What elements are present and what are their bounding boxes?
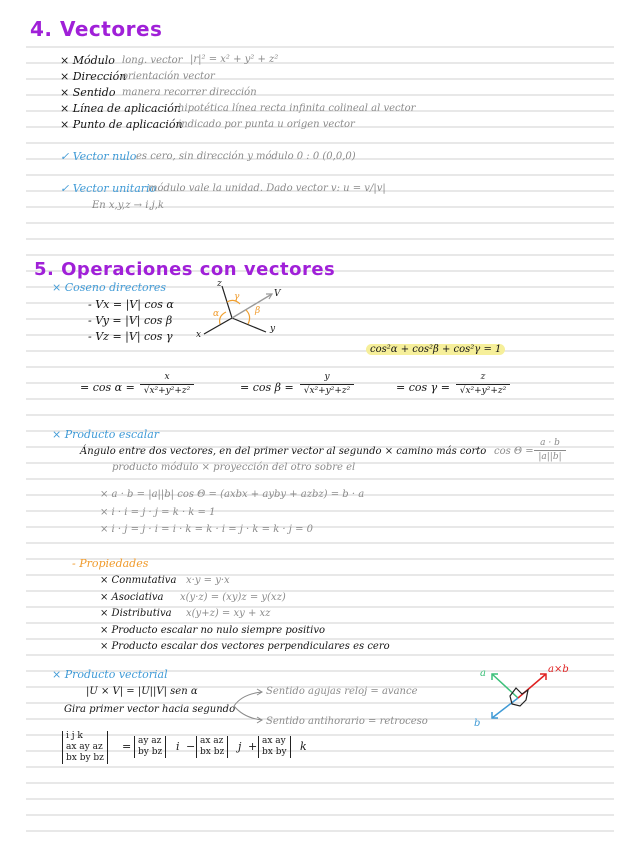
vector-sense-label: × Sentido — [60, 86, 116, 99]
property-perpendicular-zero: × Producto escalar dos vectores perpendiculares es cero — [100, 641, 390, 652]
minor-k-row-2: bx by — [262, 747, 287, 757]
vector-direction-label: × Dirección — [60, 70, 127, 83]
minor-j-row-1: ax az — [200, 736, 224, 746]
minor-i — [134, 736, 166, 758]
cross-product-magnitude: |U × V| = |U||V| sen α — [86, 686, 198, 697]
unit-vector-desc: módulo vale la unidad. Dado vector v: u = v/|v| — [148, 183, 386, 194]
fraction-bar — [534, 450, 566, 451]
det-row-2: ax ay az — [66, 742, 103, 752]
cos-theta-lhs: cos Θ = — [494, 446, 534, 457]
cos-gamma-fraction — [456, 372, 510, 397]
minor-i-row-2: by bz — [138, 747, 163, 757]
det-row-3: bx by bz — [66, 753, 104, 763]
det-row-1: i j k — [66, 731, 83, 741]
det-plus: + — [248, 740, 258, 753]
cross-product-label: × Producto vectorial — [52, 668, 168, 681]
cos-alpha-fraction — [140, 372, 194, 397]
unit-k: k — [300, 740, 307, 753]
vector-sense-desc: manera recorrer dirección — [122, 87, 257, 98]
cos-alpha-num: x — [164, 372, 170, 382]
dot-product-label: × Producto escalar — [52, 428, 160, 441]
direction-cosines-diagram — [196, 282, 296, 344]
vz-formula: - Vz = |V| cos γ — [88, 330, 173, 343]
property-associative: × Asociativa — [100, 592, 164, 603]
vector-point-label: × Punto de aplicación — [60, 118, 183, 131]
vector-point-desc: indicado por punta u origen vector — [178, 119, 355, 130]
axis-y-label: y — [270, 324, 276, 334]
unit-vector-basis: En x,y,z → i,j,k — [92, 200, 164, 211]
cosines-identity — [366, 344, 505, 355]
vector-line-desc: hipotética línea recta infinita colineal al vector — [178, 103, 416, 114]
null-vector-label: ✓ Vector nulo — [60, 150, 137, 163]
angle-alpha-label: α — [213, 309, 220, 319]
dot-product-desc-1: Ángulo entre dos vectores, en del primer vector al segundo × camino más corto — [80, 446, 487, 457]
dot-product-line-1: × a · b = |a||b| cos Θ = (axbx + ayby + azbz) = b · a — [100, 489, 365, 500]
cos-theta-num: a · b — [540, 438, 560, 448]
fraction-bar — [456, 384, 510, 385]
axis-z-label: z — [217, 279, 222, 289]
determinant-matrix — [62, 731, 108, 764]
cosines-identity-highlight: cos²α + cos²β + cos²γ = 1 — [366, 344, 505, 355]
cos-beta-num: y — [324, 372, 330, 382]
vector-a-label: a — [480, 668, 486, 679]
counterclockwise-note: Sentido antihorario = retroceso — [266, 716, 428, 727]
dot-product-line-3: × i · j = j · i = i · k = k · i = j · k = k · j = 0 — [100, 524, 313, 535]
vector-direction-desc: orientación vector — [122, 71, 215, 82]
minor-i-row-1: ay az — [138, 736, 162, 746]
fraction-bar — [300, 384, 354, 385]
section-4-title: 4. Vectores — [30, 17, 163, 41]
property-commutative: × Conmutativa — [100, 575, 177, 586]
cos-alpha-lhs: = cos α = — [80, 381, 135, 394]
dot-product-line-2: × i · i = j · j = k · k = 1 — [100, 507, 216, 518]
vector-axb-label: a×b — [548, 664, 569, 675]
vy-formula: - Vy = |V| cos β — [88, 314, 173, 327]
property-associative-formula: x(y·z) = (xy)z = y(xz) — [180, 592, 286, 603]
property-commutative-formula: x·y = y·x — [186, 575, 230, 586]
properties-label: - Propiedades — [72, 557, 149, 570]
cos-theta-fraction — [534, 438, 566, 463]
cos-beta-fraction — [300, 372, 354, 397]
cos-gamma-lhs: = cos γ = — [396, 381, 450, 394]
cos-alpha-den: √x²+y²+z² — [143, 386, 191, 396]
null-vector-desc: es cero, sin dirección y módulo 0 : 0 (0,0,0) — [136, 151, 356, 162]
cos-gamma-num: z — [480, 372, 486, 382]
vector-module-desc: long. vector — [122, 55, 183, 66]
cos-gamma-den: √x²+y²+z² — [459, 386, 507, 396]
fraction-bar — [140, 384, 194, 385]
cos-beta-den: √x²+y²+z² — [303, 386, 351, 396]
clockwise-note: Sentido agujas reloj = avance — [266, 686, 418, 697]
minor-k — [258, 736, 291, 758]
section-5-title: 5. Operaciones con vectores — [34, 259, 336, 280]
cos-beta-lhs: = cos β = — [240, 381, 294, 394]
axis-x-label: x — [196, 330, 202, 340]
cos-theta-den: |a||b| — [538, 452, 562, 462]
property-distributive: × Distributiva — [100, 608, 172, 619]
angle-beta-label: β — [255, 306, 261, 316]
direction-cosines-label: × Coseno directores — [52, 281, 167, 294]
minor-j — [196, 736, 228, 758]
cross-product-rule: Gira primer vector hacia segundo — [64, 704, 236, 715]
property-nonzero-positive: × Producto escalar no nulo siempre positivo — [100, 625, 326, 636]
angle-gamma-label: γ — [234, 292, 240, 302]
vector-module-label: × Módulo — [60, 54, 115, 67]
vx-formula: - Vx = |V| cos α — [88, 298, 174, 311]
det-equals: = — [122, 740, 132, 753]
property-distributive-formula: x(y+z) = xy + xz — [186, 608, 271, 619]
det-minus: − — [186, 740, 196, 753]
vector-b-label: b — [474, 718, 481, 729]
unit-i: i — [176, 740, 180, 753]
vector-module-formula: |r|² = x² + y² + z² — [190, 54, 279, 65]
unit-j: j — [238, 740, 242, 753]
vector-line-label: × Línea de aplicación — [60, 102, 181, 115]
unit-vector-label: ✓ Vector unitario — [60, 182, 157, 195]
minor-j-row-2: bx bz — [200, 747, 225, 757]
minor-k-row-1: ax ay — [262, 736, 286, 746]
vector-v-label: V — [274, 289, 281, 299]
dot-product-desc-2: producto módulo × proyección del otro sobre el — [112, 462, 356, 473]
